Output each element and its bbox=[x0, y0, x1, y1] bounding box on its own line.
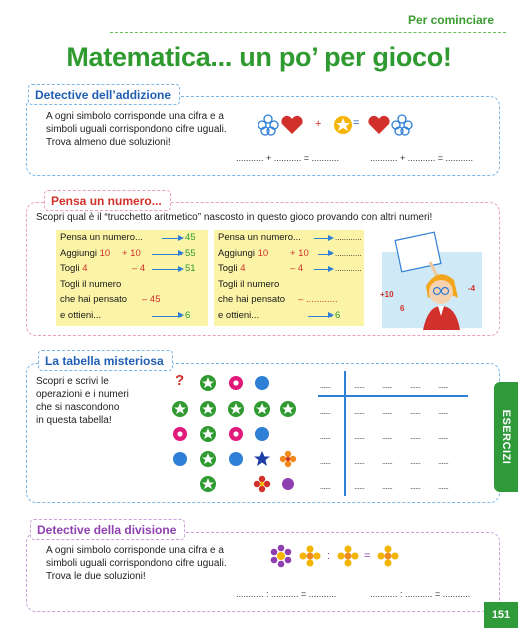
arrow-icon bbox=[152, 316, 182, 317]
trick-exercise-row bbox=[218, 308, 364, 324]
row-operation: – 4 bbox=[290, 263, 304, 274]
board-text: 6 bbox=[400, 304, 405, 313]
board-text: -4 bbox=[468, 284, 476, 293]
grid-blank[interactable]: ...... bbox=[354, 457, 365, 466]
row-operation: + 10 bbox=[122, 247, 141, 259]
arrow-icon bbox=[314, 269, 332, 270]
answer-grid bbox=[318, 371, 468, 496]
section-header: Per cominciare bbox=[407, 13, 494, 27]
grid-blank[interactable]: ...... bbox=[410, 407, 421, 416]
grid-blank[interactable]: ...... bbox=[354, 381, 365, 390]
question-mark: ? bbox=[175, 372, 185, 389]
grid-blank[interactable]: ...... bbox=[354, 482, 365, 491]
row-label: e ottieni... bbox=[218, 309, 260, 321]
trick-example-row bbox=[60, 308, 208, 324]
row-label: Pensa un numero... bbox=[60, 232, 143, 243]
mystery-text-line: Scopri e scrivi le bbox=[36, 376, 109, 387]
arrow-icon bbox=[318, 254, 332, 255]
addition-text-line: Trova almeno due soluzioni! bbox=[46, 137, 171, 148]
trick-exercise-row bbox=[218, 261, 364, 277]
orange-flower-icon bbox=[338, 546, 359, 567]
arrow-icon bbox=[152, 254, 182, 255]
side-tab-label: ESERCIZI bbox=[500, 409, 512, 465]
trick-intro: Scopri qual è il “trucchetto aritmetico” nascosto in questo gioco provando con altri numeri! bbox=[36, 212, 433, 223]
trick-example-row bbox=[60, 246, 208, 262]
flower-icon bbox=[258, 115, 278, 135]
division-text-line: Trova le due soluzioni! bbox=[46, 571, 146, 582]
orange-flower-icon bbox=[378, 546, 399, 567]
grid-blank[interactable]: ...... bbox=[410, 457, 421, 466]
trick-exercise-panel bbox=[214, 230, 364, 326]
mystery-text-line: che si nascondono bbox=[36, 402, 120, 413]
page-number: 151 bbox=[484, 602, 518, 628]
trick-exercise-row bbox=[218, 292, 364, 308]
row-result: 51 bbox=[185, 263, 196, 274]
addition-text-line: A ogni simbolo corrisponde una cifra e a bbox=[46, 111, 224, 122]
trick-label: Pensa un numero... bbox=[44, 190, 171, 211]
grid-blank[interactable]: ...... bbox=[438, 482, 449, 491]
grid-blank[interactable]: ...... bbox=[382, 432, 393, 441]
row-operation: – 45 bbox=[142, 294, 161, 305]
row-label: Togli bbox=[218, 263, 238, 274]
row-result: 6 bbox=[185, 309, 191, 321]
trick-exercise-row bbox=[218, 246, 364, 262]
row-label: che hai pensato bbox=[60, 294, 128, 305]
trick-example-row bbox=[60, 292, 208, 308]
row-operation[interactable]: – ............ bbox=[298, 294, 338, 305]
division-label: Detective della divisione bbox=[30, 519, 185, 540]
row-number: 10 bbox=[257, 247, 269, 259]
addition-equation bbox=[258, 112, 418, 138]
division-text-line: A ogni simbolo corrisponde una cifra e a bbox=[46, 545, 224, 556]
row-label: Pensa un numero... bbox=[218, 232, 301, 243]
row-result-blank[interactable]: ............ bbox=[335, 264, 362, 273]
girl-illustration bbox=[378, 228, 488, 330]
row-label: Togli il numero bbox=[60, 278, 122, 290]
division-text-line: simboli uguali corrispondono cifre uguali. bbox=[46, 558, 227, 569]
division-text bbox=[46, 544, 227, 583]
grid-blank[interactable]: ...... bbox=[354, 407, 365, 416]
equals-sign: = bbox=[353, 117, 360, 129]
orange-flower-icon bbox=[300, 546, 321, 567]
grid-blank[interactable]: ...... bbox=[410, 432, 421, 441]
row-operation: + 10 bbox=[290, 247, 309, 259]
heart-icon bbox=[368, 116, 389, 134]
grid-blank[interactable]: ...... bbox=[382, 457, 393, 466]
row-result-blank[interactable]: ............ bbox=[335, 233, 362, 242]
addition-text-line: simboli uguali corrispondono cifre uguali. bbox=[46, 124, 227, 135]
sun-icon bbox=[271, 545, 292, 568]
grid-blank[interactable]: ...... bbox=[438, 407, 449, 416]
mystery-text-line: operazioni e i numeri bbox=[36, 389, 129, 400]
addition-answer-2[interactable]: ........... + ........... = ........... bbox=[370, 153, 474, 163]
page-title: Matematica... un po’ per gioco! bbox=[66, 42, 452, 72]
grid-blank[interactable]: ...... bbox=[438, 381, 449, 390]
trick-example-row bbox=[60, 230, 208, 246]
plus-sign: + bbox=[315, 118, 322, 130]
trick-example-row bbox=[60, 261, 208, 277]
grid-blank[interactable]: ...... bbox=[354, 432, 365, 441]
row-label: Togli bbox=[60, 263, 80, 274]
grid-blank[interactable]: ...... bbox=[382, 482, 393, 491]
row-label: Togli il numero bbox=[218, 278, 280, 290]
exercises-side-tab bbox=[494, 382, 518, 492]
grid-blank[interactable]: ...... bbox=[320, 407, 331, 416]
arrow-icon bbox=[162, 238, 182, 239]
symbol-grid-image bbox=[168, 371, 298, 496]
row-label: Aggiungi bbox=[218, 247, 255, 259]
board-text: +10 bbox=[380, 290, 394, 299]
flower-icon bbox=[392, 115, 412, 135]
grid-blank[interactable]: ...... bbox=[320, 482, 331, 491]
row-operation: – 4 bbox=[132, 263, 146, 274]
girl-with-board-image bbox=[378, 228, 488, 330]
trick-example-row bbox=[60, 277, 208, 293]
row-result: 6 bbox=[335, 309, 341, 321]
divide-sign: : bbox=[327, 550, 331, 562]
row-result: 55 bbox=[185, 247, 196, 259]
row-number: 4 bbox=[82, 263, 88, 274]
row-result: 45 bbox=[185, 232, 196, 243]
grid-blank[interactable]: ...... bbox=[438, 432, 449, 441]
grid-horizontal-line bbox=[318, 395, 468, 397]
division-answer-1[interactable]: ........... : ........... = ........... bbox=[236, 589, 337, 599]
row-number: 10 bbox=[99, 247, 111, 259]
row-result-blank[interactable]: ............ bbox=[335, 248, 362, 258]
row-number: 4 bbox=[240, 263, 246, 274]
symbol-grid bbox=[168, 371, 298, 496]
trick-example-panel bbox=[56, 230, 208, 326]
addition-symbols bbox=[258, 112, 418, 138]
division-answer-2[interactable]: ........... : ........... = ........... bbox=[370, 589, 471, 599]
grid-blank[interactable]: ...... bbox=[438, 457, 449, 466]
row-label: Aggiungi bbox=[60, 247, 97, 259]
grid-blank[interactable]: ...... bbox=[410, 381, 421, 390]
grid-blank[interactable]: ...... bbox=[382, 407, 393, 416]
division-symbols bbox=[270, 544, 410, 570]
arrow-icon bbox=[314, 238, 332, 239]
arrow-icon bbox=[308, 316, 332, 317]
equals-sign: = bbox=[364, 550, 371, 562]
grid-blank[interactable]: ...... bbox=[320, 432, 331, 441]
row-label: e ottieni... bbox=[60, 309, 102, 321]
heart-icon bbox=[281, 116, 302, 134]
mystery-label: La tabella misteriosa bbox=[38, 350, 173, 371]
addition-label: Detective dell’addizione bbox=[28, 84, 180, 105]
grid-blank[interactable]: ...... bbox=[410, 482, 421, 491]
grid-blank[interactable]: ...... bbox=[382, 381, 393, 390]
addition-answer-1[interactable]: ........... + ........... = ........... bbox=[236, 153, 340, 163]
grid-vertical-line bbox=[344, 371, 346, 496]
grid-blank[interactable]: ...... bbox=[320, 457, 331, 466]
row-label: che hai pensato bbox=[218, 294, 286, 305]
division-equation bbox=[270, 544, 410, 570]
trick-exercise-row bbox=[218, 230, 364, 246]
header-divider bbox=[110, 32, 506, 33]
trick-exercise-row bbox=[218, 277, 364, 293]
mystery-text-line: in questa tabella! bbox=[36, 415, 112, 426]
grid-blank[interactable]: ...... bbox=[320, 381, 331, 390]
arrow-icon bbox=[152, 269, 182, 270]
mystery-text bbox=[36, 375, 129, 427]
addition-text bbox=[46, 110, 227, 149]
